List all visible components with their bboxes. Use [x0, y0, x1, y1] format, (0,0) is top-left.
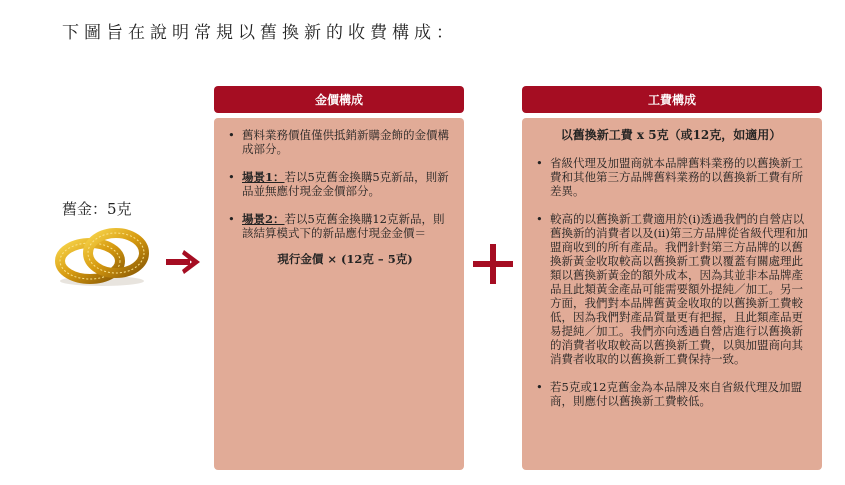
- right-arrow-icon: [166, 248, 202, 276]
- gold-rings-image: [52, 225, 152, 287]
- scenario-1-label: 場景1：: [242, 170, 285, 184]
- scenario-1-text: 若以5克舊金換購5克新品，則新品並無應付現金金價部分。: [242, 170, 449, 198]
- gold-price-panel: [214, 118, 464, 470]
- gold-bullet-2: [224, 170, 452, 198]
- scenario-2-label: 場景2：: [242, 212, 285, 226]
- gold-bullet-1: • 舊料業務價值僅供抵銷新購金飾的金價構成部分。: [224, 128, 452, 156]
- intro-text: 下圖旨在說明常規以舊換新的收費構成：: [62, 23, 458, 43]
- fee-panel: [522, 118, 822, 470]
- fee-header: 工費構成: [522, 86, 822, 113]
- fee-subtitle: 以舊換新工費 x 5克（或12克，如適用）: [560, 128, 782, 142]
- old-gold-label: 舊金：5克: [62, 200, 132, 218]
- gold-price-header: 金價構成: [214, 86, 464, 113]
- fee-bullet-2: • 較高的以舊換新工費適用於(i)透過我們的自營店以舊換新的消費者以及(ii)第三方品牌從省級代理和加盟商收到的所有產品。我們針對第三方品牌的以舊換新黃金收取較高以舊換新工費以覆蓋有關處理此類以舊換新黃金的額外成本，因為其並非本品牌產品且此類黃金產品可能需要額外提純／加工。另一方面，我們對本品牌舊黃金收取的以舊換新工費較低，因為我們對產品質量更有把握，且此類產品更易提純／加工。我們亦向透過自營店進行以舊換新的消費者收取較高以舊換新工費，以與加盟商向其消費者收取的以舊換新工費保持一致。: [532, 212, 810, 366]
- plus-icon: [473, 244, 513, 284]
- scenario-2-text: 若以5克舊金換購12克新品，則該結算模式下的新品應付現金金價＝: [242, 212, 445, 240]
- gold-formula: 現行金價 × (12克 – 5克): [277, 252, 413, 266]
- fee-bullet-3: • 若5克或12克舊金為本品牌及來自省級代理及加盟商，則應付以舊換新工費較低。: [532, 380, 810, 408]
- gold-bullet-3: [224, 212, 452, 240]
- fee-bullet-1: • 省級代理及加盟商就本品牌舊料業務的以舊換新工費和其他第三方品牌舊料業務的以舊換新工費有所差異。: [532, 156, 810, 198]
